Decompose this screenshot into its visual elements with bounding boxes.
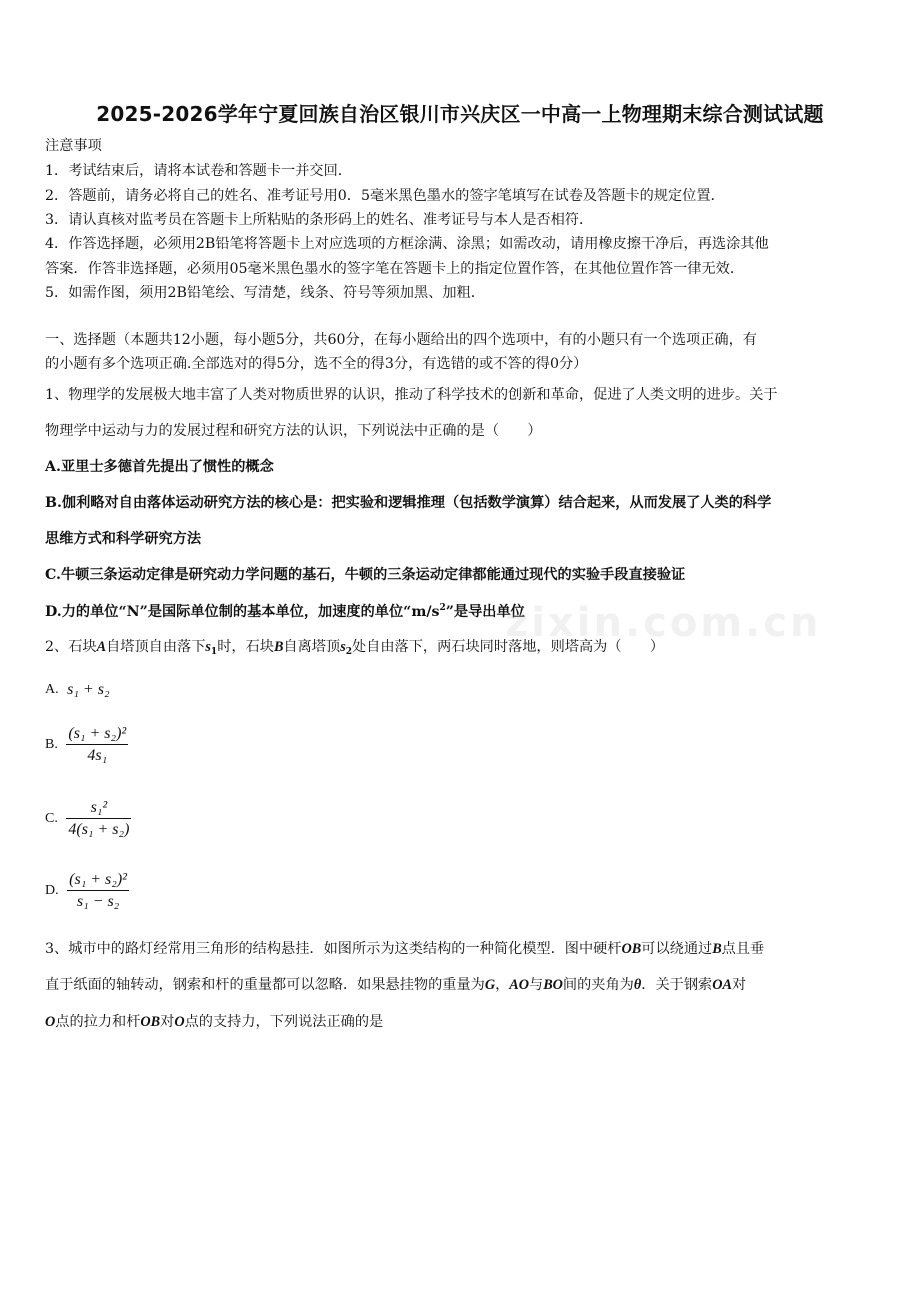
watermark: zixin.com.cn (505, 600, 822, 646)
q2-option-b-label: B. (45, 737, 58, 752)
notice-item-3: 3．请认真核对监考员在答题卡上所粘贴的条形码上的姓名、准考证号与本人是否相符． (45, 212, 594, 228)
section-instruction-line-1: 一、选择题（本题共12小题，每小题5分，共60分，在每小题给出的四个选项中，有的小题只有一个选项正确，有 (45, 332, 757, 348)
q2-option-b-fraction: $\frac{\text{(s₁ + s₂)²}}{\text{4s₁}}$ (68, 725, 127, 764)
q1-option-b-line-1: B.伽利略对自由落体运动研究方法的核心是：把实验和逻辑推理（包括数学演算）结合起来，从而发展了人类的科学 (45, 495, 772, 511)
q2-option-c (45, 800, 131, 838)
q2-option-c-label: C. (45, 811, 58, 826)
q3-stem-line-1: 3、城市中的路灯经常用三角形的结构悬挂．如图所示为这类结构的一种简化模型．图中硬杆OB可以绕通过B点且垂 (45, 941, 765, 957)
notice-item-5: 5．如需作图，须用2B铅笔绘、写清楚，线条、符号等须加黑、加粗． (45, 285, 485, 301)
q2-option-a-expr: s₁ + s₂ (67, 681, 110, 698)
notice-heading: 注意事项 (45, 138, 102, 154)
q3-stem-line-2: 直于纸面的轴转动，钢索和杆的重量都可以忽略．如果悬挂物的重量为G，AO与BO间的夹角为θ．关于钢索OA对 (45, 977, 747, 993)
q2-option-a (45, 682, 110, 698)
notice-item-4-cont: 答案．作答非选择题，必须用05毫米黑色墨水的签字笔在答题卡上的指定位置作答，在其他位置作答一律无效． (45, 261, 745, 277)
q2-option-d-fraction: $\frac{\text{(s₁ + s₂)²}}{\text{s₁ − s₂}}$ (69, 871, 127, 910)
q2-stem: 2、石块A自塔顶自由落下$s_1$时，石块B自离塔顶$s_2$处自由落下，两石块同时落地，则塔高为（ ） (45, 639, 665, 657)
notice-item-4: 4．作答选择题，必须用2B铅笔将答题卡上对应选项的方框涂满、涂黑；如需改动，请用橡皮擦干净后，再选涂其他 (45, 236, 769, 252)
q3-stem-line-3: O点的拉力和杆OB对O点的支持力，下列说法正确的是 (45, 1014, 384, 1030)
q1-stem-line-2: 物理学中运动与力的发展过程和研究方法的认识，下列说法中正确的是（ ） (45, 423, 542, 439)
section-instruction-line-2: 的小题有多个选项正确.全部选对的得5分，选不全的得3分，有选错的或不答的得0分） (45, 356, 588, 372)
q2-option-c-fraction: $\frac{\text{s₁²}}{\text{4(s₁ + s₂)}}$ (68, 799, 130, 838)
notice-item-1: 1．考试结束后，请将本试卷和答题卡一并交回． (45, 163, 352, 179)
q1-option-b-line-2: 思维方式和科学研究方法 (45, 531, 202, 547)
q1-stem-line-1: 1、物理学的发展极大地丰富了人类对物质世界的认识，推动了科学技术的创新和革命，促进了人类文明的进步。关于 (45, 387, 778, 403)
notice-item-2: 2．答题前，请务必将自己的姓名、准考证号用0．5毫米黑色墨水的签字笔填写在试卷及答题卡的规定位置． (45, 188, 725, 204)
q2-option-d (45, 872, 129, 910)
q1-option-a: A.亚里士多德首先提出了惯性的概念 (45, 459, 274, 475)
q2-option-b (45, 726, 128, 764)
q1-option-c: C.牛顿三条运动定律是研究动力学问题的基石，牛顿的三条运动定律都能通过现代的实验手段直接验证 (45, 567, 686, 583)
q2-option-a-label: A. (45, 682, 59, 697)
q1-option-d: D.力的单位“N”是国际单位制的基本单位，加速度的单位“$m/s^2$”是导出单位 (45, 603, 525, 620)
page-title: 2025-2026学年宁夏回族自治区银川市兴庆区一中高一上物理期末综合测试试题 (96, 102, 824, 126)
q2-option-d-label: D. (45, 883, 59, 898)
